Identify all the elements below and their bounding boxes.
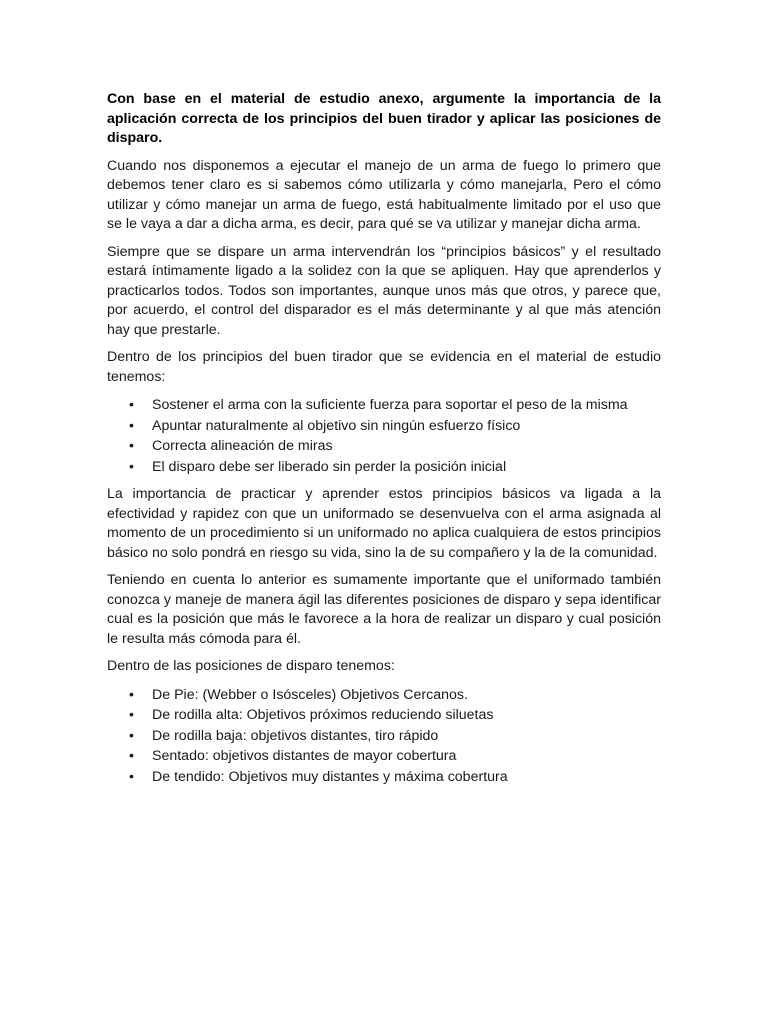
list-item-text: De tendido: Objetivos muy distantes y máxima cobertura bbox=[152, 768, 508, 785]
bullet-icon: • bbox=[129, 438, 134, 454]
list-item-text: Apuntar naturalmente al objetivo sin ningún esfuerzo físico bbox=[152, 417, 521, 434]
list-item-text: El disparo debe ser liberado sin perder la posición inicial bbox=[152, 458, 507, 475]
list-item bbox=[107, 685, 661, 706]
bullet-icon: • bbox=[129, 748, 134, 764]
list-item-text: Correcta alineación de miras bbox=[152, 438, 333, 454]
paragraph-principles-lead: Dentro de los principios del buen tirador que se evidencia en el material de estudio tenemos: bbox=[107, 349, 661, 385]
list-item bbox=[107, 726, 661, 747]
paragraph-importance: La importancia de practicar y aprender estos principios básicos va ligada a la efectividad y rapidez con que un uniformado se desenvuelva con el arma asignada al momento de un procedimiento si un uniformado no aplica cualquiera de estos principios básico no solo pondrá en riesgo su vida, sino la de su compañero y la de la comunidad. bbox=[107, 486, 661, 561]
paragraph-positions-context: Teniendo en cuenta lo anterior es sumamente importante que el uniformado también conozca y maneje de manera ágil las diferentes posiciones de disparo y sepa identificar cual es la posición que más le favorece a la hora de realizar un disparo y cual posición le resulta más cómoda para él. bbox=[107, 572, 661, 647]
principles-list bbox=[107, 395, 661, 477]
bullet-icon: • bbox=[129, 707, 134, 723]
paragraph-intro: Cuando nos disponemos a ejecutar el manejo de un arma de fuego lo primero que debemos tener claro es si sabemos cómo utilizarla y cómo manejarla, Pero el cómo utilizar y cómo manejar un arma de fuego, está habitualmente limitado por el uso que se le vaya a dar a dicha arma, es decir, para qué se va utilizar y manejar dicha arma. bbox=[107, 157, 661, 232]
paragraph-positions-lead: Dentro de las posiciones de disparo tenemos: bbox=[107, 658, 395, 674]
list-item bbox=[107, 457, 661, 478]
list-item bbox=[107, 416, 661, 437]
list-item-text: De rodilla baja: objetivos distantes, tiro rápido bbox=[152, 727, 439, 744]
list-item bbox=[107, 746, 661, 767]
bullet-icon: • bbox=[129, 458, 134, 475]
document-body bbox=[107, 90, 661, 795]
document-heading: Con base en el material de estudio anexo, argumente la importancia de la aplicación correcta de los principios del buen tirador y aplicar las posiciones de disparo. bbox=[107, 91, 661, 146]
bullet-icon: • bbox=[129, 686, 134, 703]
bullet-icon: • bbox=[129, 397, 134, 413]
list-item-text: De rodilla alta: Objetivos próximos reduciendo siluetas bbox=[152, 707, 494, 723]
list-item bbox=[107, 395, 661, 416]
list-item bbox=[107, 705, 661, 726]
bullet-icon: • bbox=[129, 768, 134, 785]
list-item-text: Sentado: objetivos distantes de mayor cobertura bbox=[152, 748, 457, 764]
list-item-text: Sostener el arma con la suficiente fuerza para soportar el peso de la misma bbox=[152, 397, 628, 413]
paragraph-principles-basics: Siempre que se dispare un arma intervendrán los “principios básicos” y el resultado estará íntimamente ligado a la solidez con la que se apliquen. Hay que aprenderlos y practicarlos todos. Todos son importantes, aunque unos más que otros, y parece que, por acuerdo, el control del disparador es el más determinante y al que más atención hay que prestarle. bbox=[107, 243, 661, 338]
positions-list bbox=[107, 685, 661, 788]
list-item bbox=[107, 767, 661, 788]
bullet-icon: • bbox=[129, 417, 134, 434]
list-item-text: De Pie: (Webber o Isósceles) Objetivos Cercanos. bbox=[152, 686, 468, 703]
bullet-icon: • bbox=[129, 727, 134, 744]
list-item bbox=[107, 436, 661, 457]
